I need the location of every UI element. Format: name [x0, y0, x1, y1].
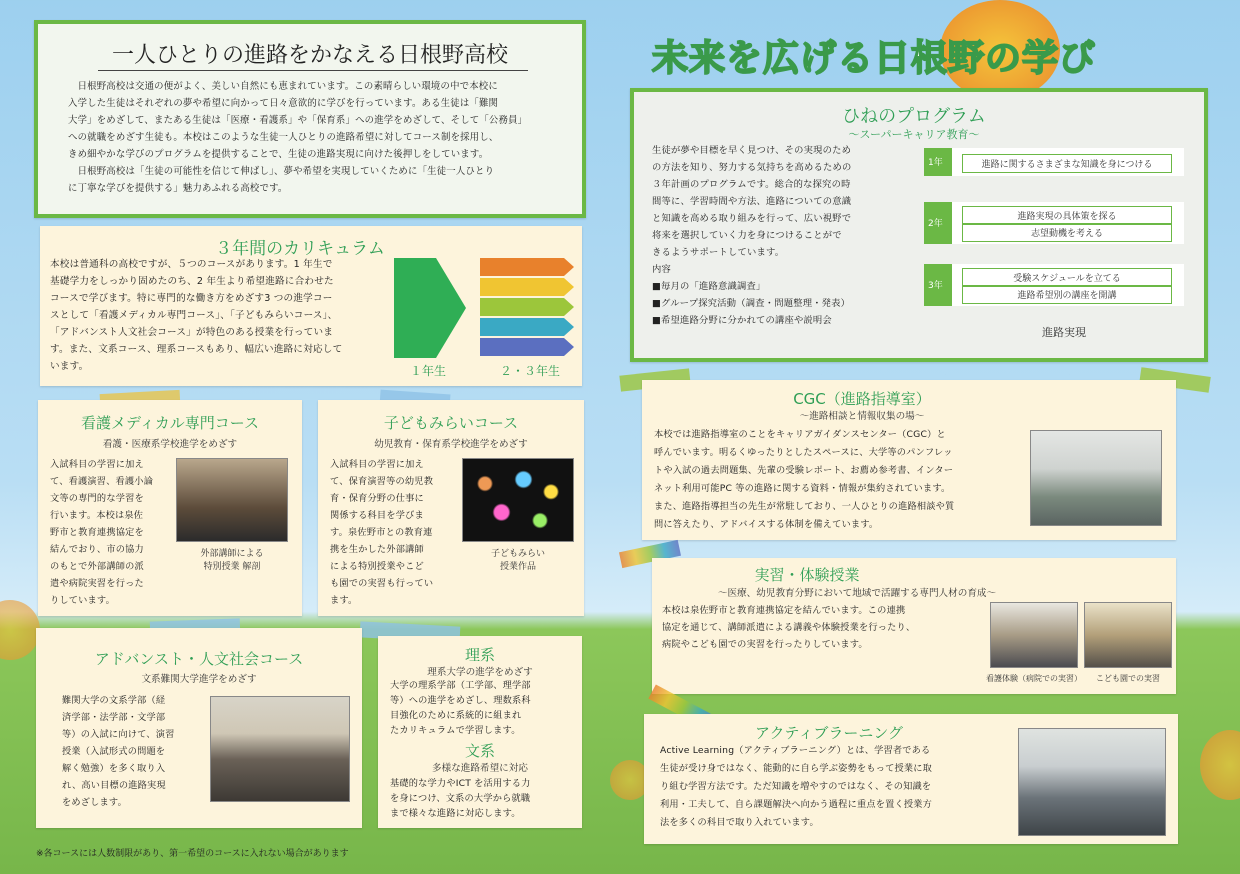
- kids-title: 子どもみらいコース: [383, 414, 519, 432]
- year3-box-1: 受験スケジュールを立てる: [962, 268, 1172, 287]
- flower-decoration: [0, 600, 40, 660]
- program-subtitle: ～スーパーキャリア教育～: [848, 128, 980, 141]
- band-yellow: [480, 278, 574, 296]
- kindergarten-caption: こども園での実習: [1096, 674, 1160, 683]
- band-teal: [480, 318, 574, 336]
- advanced-classroom-photo: [210, 696, 350, 802]
- program-chart: [924, 148, 1194, 348]
- cgc-title: CGC（進路指導室）: [793, 390, 931, 408]
- nursing-title: 看護メディカル専門コース: [80, 414, 260, 432]
- curriculum-panel: [40, 226, 582, 386]
- nursing-photo: [176, 458, 288, 542]
- kids-panel: [318, 400, 584, 616]
- cgc-room-photo: [1030, 430, 1162, 526]
- intro-text: 日根野高校は交通の便がよく、美しい自然にも恵まれています。この素晴らしい環境の中で本校に 入学した生徒はそれぞれの夢や希望に向かって日々意欲的に学びを行っています。ある生徒は「難関 大学」をめざして、またある生徒は「医療・看護系」や「保育系」への進学をめざして、そして「公務員」 への就職をめざす生徒も。本校はこのような生徒一人ひとりの進路希望に対してコース制を採用し、 きめ細やかな学びのプログラムを提供することで、生徒の進路実現に向けた後押しをしています。 日根野高校は「生徒の可能性を信じて伸ばし」、夢や希望を実現していくために「生徒一人ひとり に丁寧な学びを提供する」魅力あふれる高校です。: [68, 81, 528, 194]
- year2-row: [924, 202, 1184, 244]
- humanities-subtitle: 多様な進路希望に対応: [432, 763, 528, 774]
- nursing-caption: 外部講師による 特別授業 解剖: [200, 549, 264, 572]
- practice-title: 実習・体験授業: [754, 566, 860, 584]
- kids-caption: 子どもみらい 授業作品: [490, 549, 545, 572]
- right-headline: 未来を広げる日根野の学び: [652, 38, 1097, 79]
- year3-row: [924, 264, 1184, 306]
- kindergarten-practice-photo: [1084, 602, 1172, 668]
- program-goal: 進路実現: [1042, 326, 1086, 339]
- curriculum-title: ３年間のカリキュラム: [215, 239, 385, 259]
- year3-label: 3年: [928, 281, 943, 291]
- advanced-panel: [36, 628, 362, 828]
- active-panel: [644, 714, 1178, 844]
- program-panel: [630, 88, 1208, 362]
- humanities-title: 文系: [464, 742, 495, 760]
- band-orange: [480, 258, 574, 276]
- humanities-text: 基礎的な学力やICT を活用する力 を身につけ、文系の大学から就職 まで様々な進路に対応します。: [390, 778, 531, 819]
- advanced-text: 難関大学の文系学部（経 済学部・法学部・文学部 等）の入試に向けて、演習 授業（入試形式の問題を 解く勉強）を多く取り入 れ、高い目標の進路実現 をめざします。: [62, 695, 175, 808]
- cgc-text: 本校では進路指導室のことをキャリアガイダンスセンター（CGC）と 呼んでいます。明るくゆったりとしたスペースに、大学等のパンフレッ トや入試の過去問題集、先輩の受験レポート、お薦め参考書、インター ネット利用可能PC 等の進路に関する資料・情報が集約されています。 また、進路指導担当の先生が常駐しており、一人ひとりの進路相談や質 問に答えたり、アドバイスする体制を備えています。: [654, 429, 955, 530]
- hospital-practice-photo: [990, 602, 1078, 668]
- hospital-caption: 看護体験（病院での実習）: [986, 674, 1082, 683]
- cgc-panel: [642, 380, 1176, 540]
- first-year-arrow: [394, 258, 466, 358]
- intro-panel: [34, 20, 586, 218]
- nursing-panel: [38, 400, 302, 616]
- active-text: Active Learning（アクティブラーニング）とは、学習者である 生徒が受け身ではなく、能動的に自ら学ぶ姿勢をもって授業に取 り組む学習方法です。ただ知識を増やすのではなく、その知識を 利用・工夫して、自ら課題解決へ向かう過程に重点を置く授業方 法を多くの科目で取り入れています。: [660, 745, 933, 828]
- science-subtitle: 理系大学の進学をめざす: [427, 667, 533, 678]
- practice-panel: [652, 558, 1176, 694]
- kids-text: 入試科目の学習に加え て、保育演習等の幼児教 育・保育分野の仕事に 関係する科目を学びま す。泉佐野市との教育連 携を生かした外部講師 による特別授業やこど も園での実習も行ってい ます。: [330, 459, 434, 606]
- program-text: 生徒が夢や目標を早く見つけ、その実現のため の方法を知り、努力する気持ちを高めるための ３年計画のプログラムです。総合的な探究の時 間等に、学習時間や方法、進路についての意識 と知識を高める取り組みを行って、広い視野で 将来を選択していく力を身につけることがで きるようサポートしています。 内容 ■毎月の「進路意識調査」 ■グループ探究活動（調査・問題整理・発表） ■希望進路分野に分かれての講座や説明会: [652, 145, 852, 326]
- band-green: [480, 298, 574, 316]
- first-year-label: １年生: [409, 364, 446, 378]
- cgc-subtitle: ～進路相談と情報収集の場～: [799, 411, 925, 422]
- kids-artwork-photo: [462, 458, 574, 542]
- footnote: ※各コースには人数制限があり、第一希望のコースに入れない場合があります: [36, 849, 349, 859]
- science-humanities-panel: [378, 636, 582, 828]
- advanced-subtitle: 文系難関大学進学をめざす: [141, 674, 257, 685]
- second-third-year-label: ２・３年生: [499, 364, 560, 378]
- nursing-subtitle: 看護・医療系学校進学をめざす: [102, 439, 238, 450]
- year2-label: 2年: [928, 219, 943, 229]
- intro-title-line: [98, 70, 528, 71]
- active-learning-photo: [1018, 728, 1166, 836]
- science-text: 大学の理系学部（工学部、理学部 等）への進学をめざし、理数系科 目強化のために系統的に組まれ たカリキュラムで学習します。: [390, 680, 531, 736]
- flower-decoration-right: [1200, 730, 1240, 800]
- year3-box-2: 進路希望別の講座を開講: [962, 285, 1172, 304]
- science-title: 理系: [464, 646, 495, 664]
- curriculum-arrows: [394, 258, 579, 358]
- practice-text: 本校は泉佐野市と教育連携協定を結んでいます。この連携 協定を通じて、講師派遣による講義や体験授業を行ったり、 病院やこども園での実習を行ったりしています。: [662, 605, 916, 650]
- nursing-text: 入試科目の学習に加え て、看護演習、看護小論 文等の専門的な学習を 行います。本校は泉佐 野市と教育連携協定を 結んでおり、市の協力 のもとで外部講師の派 遣や病院実習を行った りしています。: [50, 459, 154, 606]
- active-title: アクティブラーニング: [754, 724, 904, 742]
- year1-box: 進路に関するさまざまな知識を身につける: [962, 154, 1172, 173]
- program-title: ひねのプログラム: [842, 106, 986, 127]
- year1-row: [924, 148, 1184, 176]
- advanced-title: アドバンスト・人文社会コース: [94, 650, 304, 668]
- year1-label: 1年: [928, 158, 943, 168]
- year2-box-2: 志望動機を考える: [962, 223, 1172, 242]
- practice-subtitle: ～医療、幼児教育分野において地域で活躍する専門人材の育成～: [717, 588, 997, 599]
- intro-title: 一人ひとりの進路をかなえる日根野高校: [111, 43, 508, 68]
- band-blue: [480, 338, 574, 356]
- year2-box-1: 進路実現の具体策を探る: [962, 206, 1172, 225]
- kids-subtitle: 幼児教育・保育系学校進学をめざす: [374, 439, 528, 450]
- curriculum-text: 本校は普通科の高校ですが、５つのコースがあります。1 年生で 基礎学力をしっかり固めたのち、2 年生より希望進路に合わせた コースで学びます。特に専門的な働き方をめざす3 つの進学コー スとして「看護メディカル専門コース」、「子どもみらいコース」、 「アドバンスト人文社会コース」が特色のある授業を行っていま す。また、文系コース、理系コースもあり、幅広い進路に対応して います。: [50, 259, 343, 372]
